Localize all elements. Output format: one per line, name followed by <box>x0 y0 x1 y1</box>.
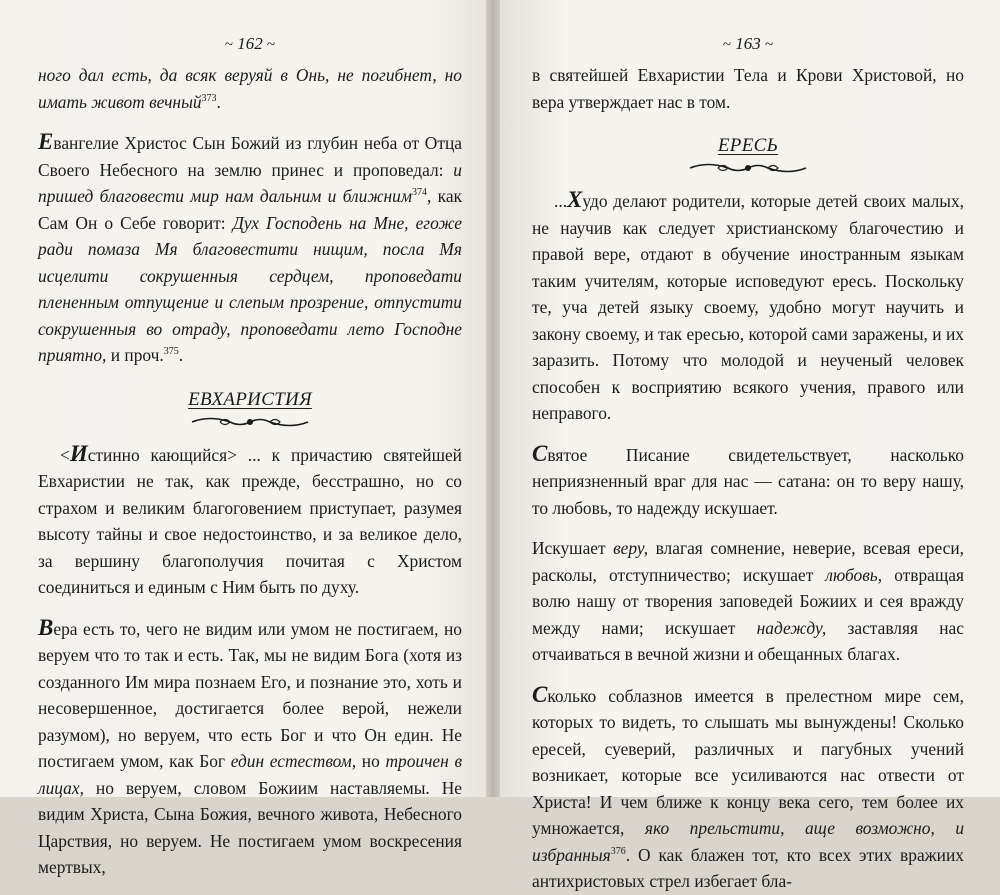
paragraph-parents: ...Худо делают родители, которые детей своих малых, не научив как следует христианскому благочестию и правой вере, отдают в обучение иностранным языкам таким учителям, которые исповедуют ересь. Поскольку те, уча детей языку своему, удобно могут научить и закону своему, и так ересью, которой сами заражены, и их заразить. Потому что молодой и неученый человек способен к восприятию всякого учения, правого или неправого. <box>532 187 964 423</box>
paragraph-faith: Вера есть то, чего не видим или умом не постигаем, но веруем что то так и есть. Так, мы не видим Бога (хотя из созданного Им мира познаем Его, и познание это, хоть и несовершенное, достигается более верой, нежели разумом), но веруем, что есть Бог и что Он един. Не постигаем умом, как Бог един естеством, но троичен в лицах, но веруем, словом Божиим наставляемы. Не видим Христа, Сына Божия, вечного живота, Небесного Царствия, но веруем. Не постигаем умом воскресения мертвых, <box>38 614 462 877</box>
left-page <box>0 0 492 877</box>
ornament-divider-icon <box>190 415 310 429</box>
paragraph-temptation: Искушает веру, влагая сомнение, неверие, всевая ереси, расколы, отступничество; искушает любовь, отвращая волю нашу от творения заповедей Божиих и сея вражду между нами; искушает надежду, заставляя нас отчаиваться в вечной жизни и обещанных благах. <box>532 538 964 664</box>
section-heading-eucharist: ЕВХАРИСТИЯ <box>188 388 312 410</box>
page-number-left: ~ 162 ~ <box>224 34 276 53</box>
paragraph-continuation-right: в святейшей Евхаристии Тела и Крови Христовой, но вера утверждает нас в том. <box>532 65 964 112</box>
right-page <box>492 0 1000 891</box>
section-heading-heresy: ЕРЕСЬ <box>717 135 779 156</box>
paragraph-scripture: Святое Писание свидетельствует, насколько неприязненный враг для нас — сатана: он то веру нашу, то любовь, то надежду искушает. <box>532 440 964 518</box>
paragraph-gospel: Евангелие Христос Сын Божий из глубин неба от Отца Своего Небесного на землю принес и проповедал: и пришед благовести мир нам дальним и ближним$^{374}$, как Сам Он о Себе говорит: Дух Господень на Мне, егоже ради помаза Мя благовестити нищим, посла Мя исцелити сокрушенныя сердцем, проповедати плененным отпущение и слепым прозрение, отпустити сокрушенныя во отраду, проповедати лето Господне приятно, и проч.$^{375}$. <box>38 129 463 365</box>
paragraph-temptations-world: Сколько соблазнов имеется в прелестном мире сем, которых то видеть, то слышать мы вынуждены! Сколько ересей, суеверий, различных и пагубных учений возникает, которые все усиливаются нас отвести от Христа! И чем ближе к концу века сего, тем более их умножается, яко прельстити, аще возможно, и избранныя$^{376}$. О как блажен тот, кто всех этих вражиих антихристовых стрел избегает бла- <box>532 681 965 891</box>
book-gutter <box>486 0 500 797</box>
ornament-divider-icon <box>688 161 808 175</box>
paragraph-continuation: ного дал есть, да всяк веруяй в Онь, не погибнет, но имать живот вечный$^{373}$. <box>38 65 462 112</box>
paragraph-penitent: <Истинно кающийся> ... к причастию святейшей Евхаристии не так, как прежде, бесстрашно, но со страхом и великим благоговением приступает, разумея высоту тайны и свое недостоинство, и за великое дело, за вершину благополучия почитая с Христом соединиться и единым с Ним быть по духу. <box>38 440 462 597</box>
page-number-right: ~ 163 ~ <box>722 34 774 53</box>
